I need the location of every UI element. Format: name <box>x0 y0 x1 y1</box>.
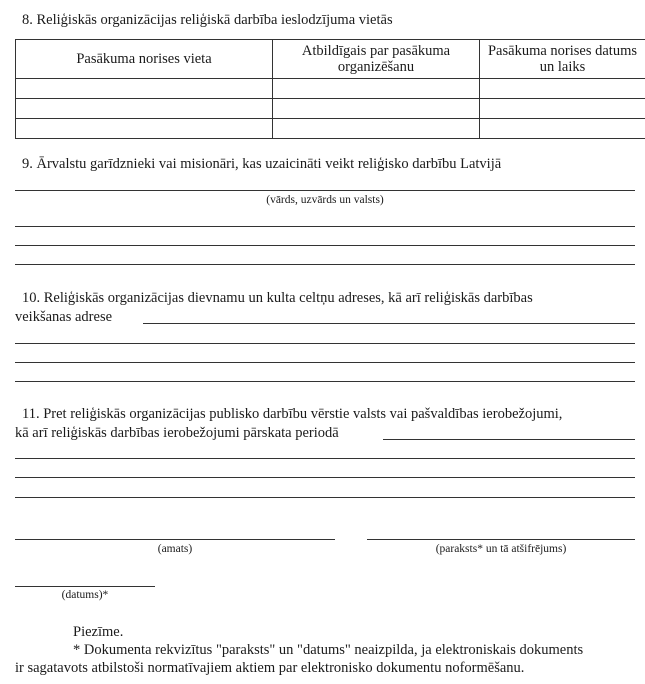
date-caption: (datums)* <box>61 589 109 601</box>
addresses-line-2[interactable] <box>15 362 635 363</box>
section-11-heading-line-1: 11. Pret reliģiskās organizācijas publisko darbību vērstie valsts vai pašvaldības ierobežojumi, <box>22 406 563 422</box>
section-8-heading: 8. Reliģiskās organizācijas reliģiskā darbība ieslodzījuma vietās <box>22 12 393 28</box>
foreign-clergy-line-2[interactable] <box>15 226 635 227</box>
note-title: Piezīme. <box>73 624 124 640</box>
table-cell[interactable] <box>273 99 480 119</box>
foreign-clergy-line-3[interactable] <box>15 245 635 246</box>
position-caption: (amats) <box>157 543 193 555</box>
table-row <box>16 79 645 99</box>
religious-activity-prisons-table <box>15 39 645 139</box>
table-row <box>16 99 645 119</box>
table-cell[interactable] <box>480 99 645 119</box>
section-9-heading: 9. Ārvalstu garīdznieki vai misionāri, kas uzaicināti veikt reliģisko darbību Latvijā <box>22 156 502 172</box>
addresses-inline-line[interactable] <box>143 323 635 324</box>
table-cell[interactable] <box>480 119 645 139</box>
signature-caption: (paraksts* un tā atšifrējums) <box>435 543 567 555</box>
table-cell[interactable] <box>16 79 273 99</box>
note-line-2: ir sagatavots atbilstoši normatīvajiem aktiem par elektronisko dokumentu noformēšanu. <box>15 660 525 676</box>
restrictions-line-1[interactable] <box>15 458 635 459</box>
section-11-heading-line-2: kā arī reliģiskās darbības ierobežojumi pārskata periodā <box>15 425 339 441</box>
table-cell[interactable] <box>16 119 273 139</box>
restrictions-inline-line[interactable] <box>383 439 635 440</box>
restrictions-line-3[interactable] <box>15 497 635 498</box>
date-field-line[interactable] <box>15 586 155 587</box>
section-10-heading-line-1: 10. Reliģiskās organizācijas dievnamu un kulta celtņu adreses, kā arī reliģiskās darbības <box>22 290 533 306</box>
table-header-row <box>16 40 645 79</box>
note-line-1: * Dokumenta rekvizītus "paraksts" un "datums" neaizpilda, ja elektroniskais dokuments <box>73 642 584 658</box>
addresses-line-1[interactable] <box>15 343 635 344</box>
foreign-clergy-line-4[interactable] <box>15 264 635 265</box>
name-country-caption: (vārds, uzvārds un valsts) <box>266 194 384 206</box>
table-row <box>16 119 645 139</box>
column-header-location: Pasākuma norises vieta <box>16 40 273 79</box>
column-header-datetime: Pasākuma norises datums un laiks <box>480 40 645 79</box>
foreign-clergy-line-1[interactable] <box>15 190 635 191</box>
section-10-heading-line-2: veikšanas adrese <box>15 309 113 325</box>
signature-field-line[interactable] <box>367 539 635 540</box>
addresses-line-3[interactable] <box>15 381 635 382</box>
table-cell[interactable] <box>480 79 645 99</box>
table-cell[interactable] <box>273 79 480 99</box>
table-cell[interactable] <box>16 99 273 119</box>
table-cell[interactable] <box>273 119 480 139</box>
position-field-line[interactable] <box>15 539 335 540</box>
restrictions-line-2[interactable] <box>15 477 635 478</box>
column-header-organizer: Atbildīgais par pasākuma organizēšanu <box>273 40 480 79</box>
